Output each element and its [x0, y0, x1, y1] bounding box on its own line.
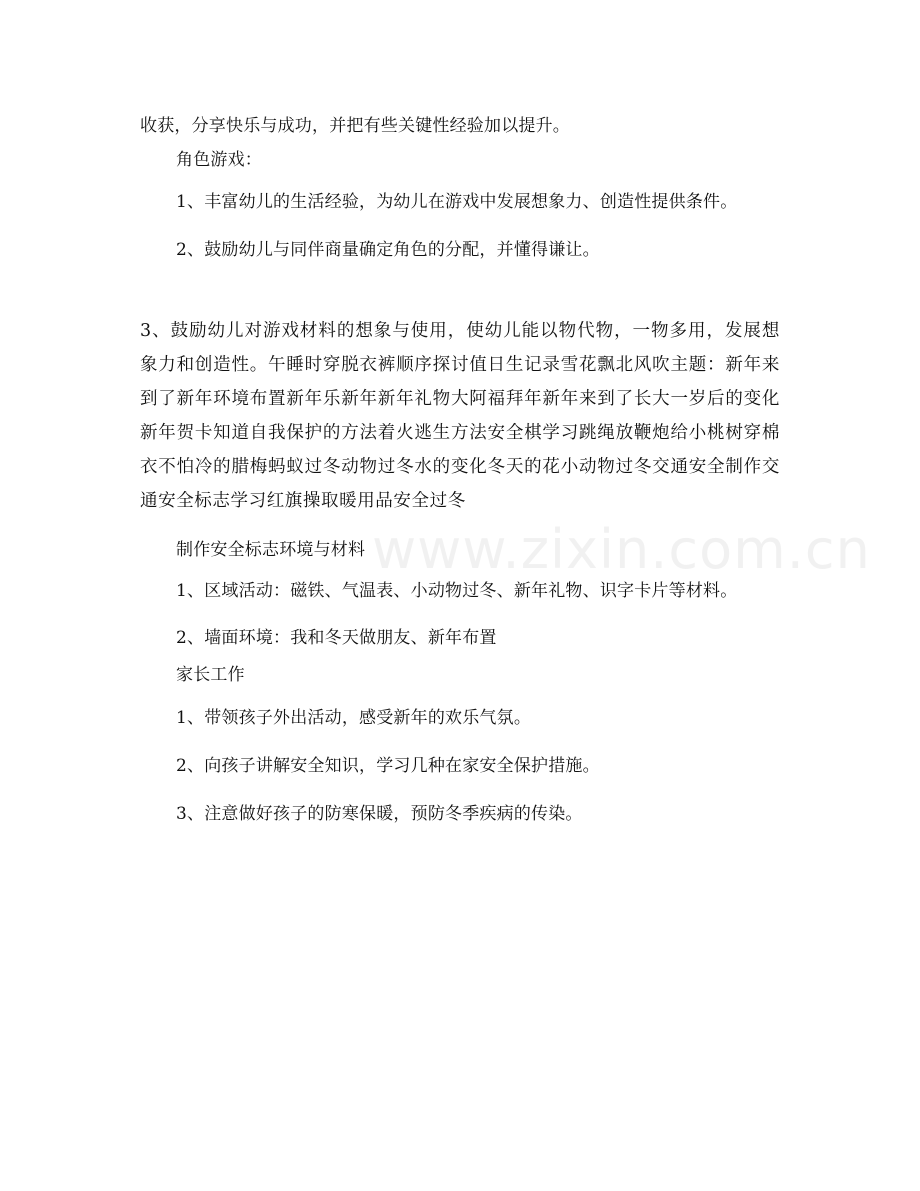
list-item: 3、注意做好孩子的防寒保暖，预防冬季疾病的传染。: [176, 804, 583, 824]
list-item: 2、向孩子讲解安全知识，学习几种在家安全保护措施。: [176, 756, 600, 776]
long-paragraph: 3、鼓励幼儿对游戏材料的想象与使用，使幼儿能以物代物，一物多用，发展想象力和创造性。午睡时穿脱衣裤顺序探讨值日生记录雪花飘北风吹主题：新年来到了新年环境布置新年乐新年新年礼物大阿福拜年新年来到了长大一岁后的变化新年贺卡知道自我保护的方法着火逃生方法安全棋学习跳绳放鞭炮给小桃树穿棉衣不怕冷的腊梅蚂蚁过冬动物过冬水的变化冬天的花小动物过冬交通安全制作交通安全标志学习红旗操取暖用品安全过冬: [140, 321, 780, 511]
section-heading-materials: 制作安全标志环境与材料: [176, 540, 366, 560]
text-line: 收获，分享快乐与成功，并把有些关键性经验加以提升。: [140, 116, 570, 136]
list-item: 1、丰富幼儿的生活经验，为幼儿在游戏中发展想象力、创造性提供条件。: [176, 192, 738, 212]
list-item: 1、区域活动：磁铁、气温表、小动物过冬、新年礼物、识字卡片等材料。: [176, 581, 738, 601]
section-heading-parent-work: 家长工作: [176, 665, 245, 685]
list-item: 1、带领孩子外出活动，感受新年的欢乐气氛。: [176, 708, 532, 728]
section-heading-role-play: 角色游戏：: [176, 150, 262, 170]
list-item: 2、墙面环境：我和冬天做朋友、新年布置: [176, 628, 497, 648]
watermark: www.zixin.com.cn: [372, 518, 871, 581]
list-item: 2、鼓励幼儿与同伴商量确定角色的分配，并懂得谦让。: [176, 240, 600, 260]
